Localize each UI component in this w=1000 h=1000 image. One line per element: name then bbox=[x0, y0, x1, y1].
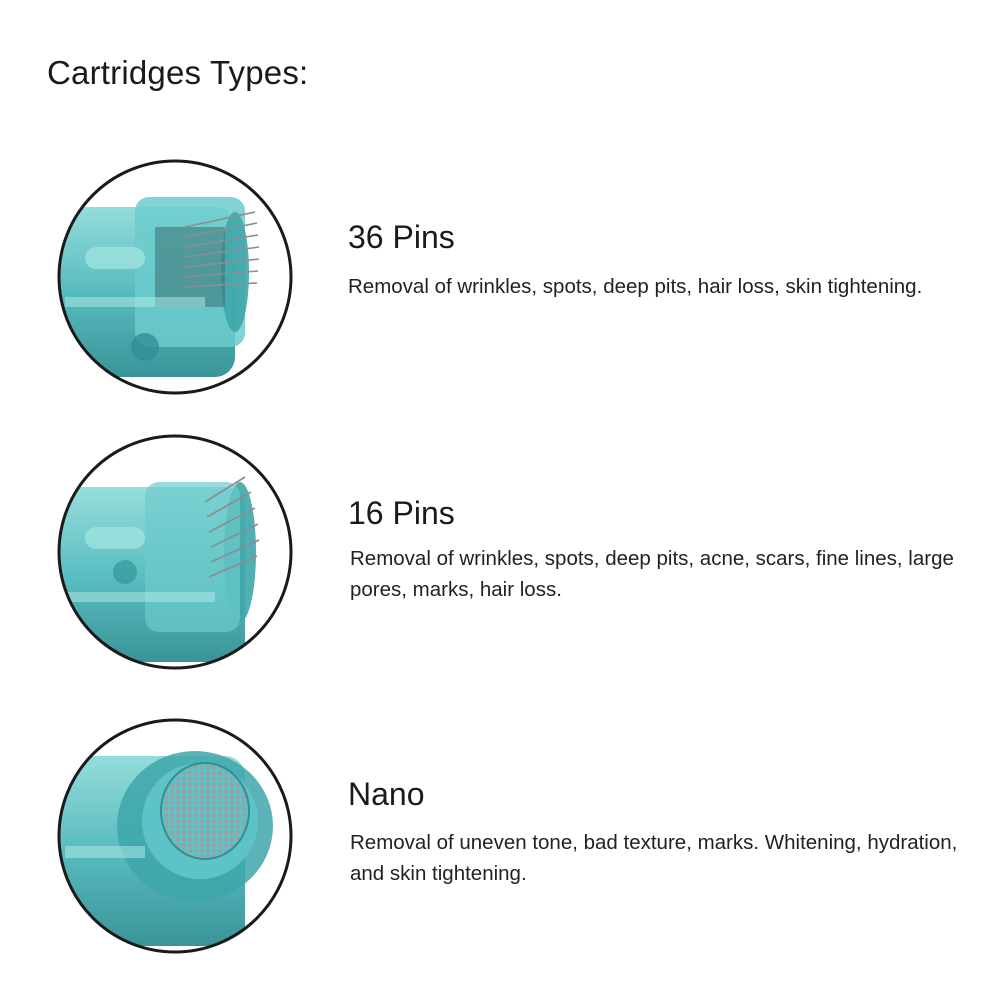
cartridge-item-16-pins bbox=[0, 432, 1000, 692]
cartridge-item-36-pins bbox=[0, 155, 1000, 415]
cartridge-description: Removal of wrinkles, spots, deep pits, hair loss, skin tightening. bbox=[348, 275, 923, 298]
cartridge-description: Removal of uneven tone, bad texture, marks. Whitening, hydration, and skin tightening. bbox=[350, 831, 958, 885]
page-title: Cartridges Types: bbox=[47, 54, 309, 91]
cartridge-title: Nano bbox=[348, 776, 425, 812]
cartridge-36-pins-icon bbox=[55, 157, 295, 397]
cartridge-item-nano bbox=[0, 712, 1000, 972]
cartridge-nano-icon bbox=[55, 716, 295, 956]
cartridge-16-pins-icon bbox=[55, 432, 295, 672]
cartridge-title: 36 Pins bbox=[348, 219, 455, 255]
cartridge-title: 16 Pins bbox=[348, 495, 455, 531]
cartridge-description: Removal of wrinkles, spots, deep pits, acne, scars, fine lines, large pores, marks, hair loss. bbox=[350, 547, 954, 601]
